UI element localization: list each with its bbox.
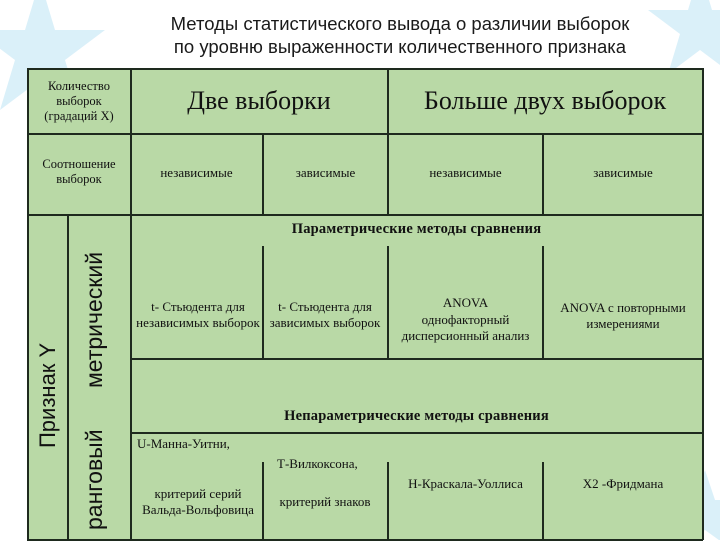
t-test-dependent: t- Стьюдента для зависимых выборок bbox=[269, 299, 381, 330]
anova-title: ANOVA bbox=[442, 294, 489, 310]
wilcoxon: Т-Вилкоксона, bbox=[277, 456, 358, 471]
grid-line bbox=[130, 68, 132, 540]
sample-count-label: Количество выборок (градаций Х) bbox=[44, 78, 114, 123]
anova-cell bbox=[389, 280, 542, 358]
wald-wolfowitz: критерий серий Вальда-Вольфовица bbox=[142, 486, 254, 517]
independent-two-header: независимые bbox=[160, 165, 233, 180]
metric-label: метрический bbox=[81, 251, 107, 388]
grid-line bbox=[262, 246, 264, 358]
sample-relation-label: Соотношение выборок bbox=[42, 157, 116, 186]
grid-line bbox=[27, 68, 703, 70]
grid-line bbox=[702, 68, 704, 540]
anova-repeated: ANOVA с повторными измерениями bbox=[560, 300, 686, 331]
methods-table bbox=[27, 68, 703, 540]
mann-whitney: U-Манна-Уитни, bbox=[137, 436, 230, 451]
more-samples-header: Больше двух выборок bbox=[423, 86, 667, 115]
rank-label: ранговый bbox=[81, 429, 107, 530]
title-line-1: Методы статистического вывода о различии выборок bbox=[170, 13, 630, 34]
friedman: Х2 -Фридмана bbox=[582, 476, 664, 491]
grid-line bbox=[67, 214, 69, 540]
slide-title bbox=[100, 12, 700, 58]
grid-line bbox=[130, 432, 703, 434]
t-test-independent: t- Стьюдента для независимых выборок bbox=[136, 299, 260, 330]
grid-line bbox=[27, 133, 703, 135]
feature-y-label: Признак Y bbox=[35, 342, 60, 448]
dependent-two-header: зависимые bbox=[295, 165, 356, 180]
two-samples-header: Две выборки bbox=[187, 86, 331, 115]
parametric-heading: Параметрические методы сравнения bbox=[291, 220, 542, 237]
anova-one-way: однофакторный дисперсионный анализ bbox=[401, 311, 530, 343]
grid-line bbox=[27, 214, 703, 216]
sign-test: критерий знаков bbox=[279, 494, 371, 509]
nonparametric-heading: Непараметрические методы сравнения bbox=[284, 407, 549, 424]
independent-many-header: независимые bbox=[429, 165, 502, 180]
grid-line bbox=[27, 68, 29, 540]
title-line-2: по уровню выраженности количественного признака bbox=[173, 36, 627, 57]
dependent-many-header: зависимые bbox=[593, 165, 653, 180]
grid-line bbox=[130, 358, 703, 360]
kruskal-wallis: Н-Краскала-Уоллиса bbox=[408, 476, 523, 491]
